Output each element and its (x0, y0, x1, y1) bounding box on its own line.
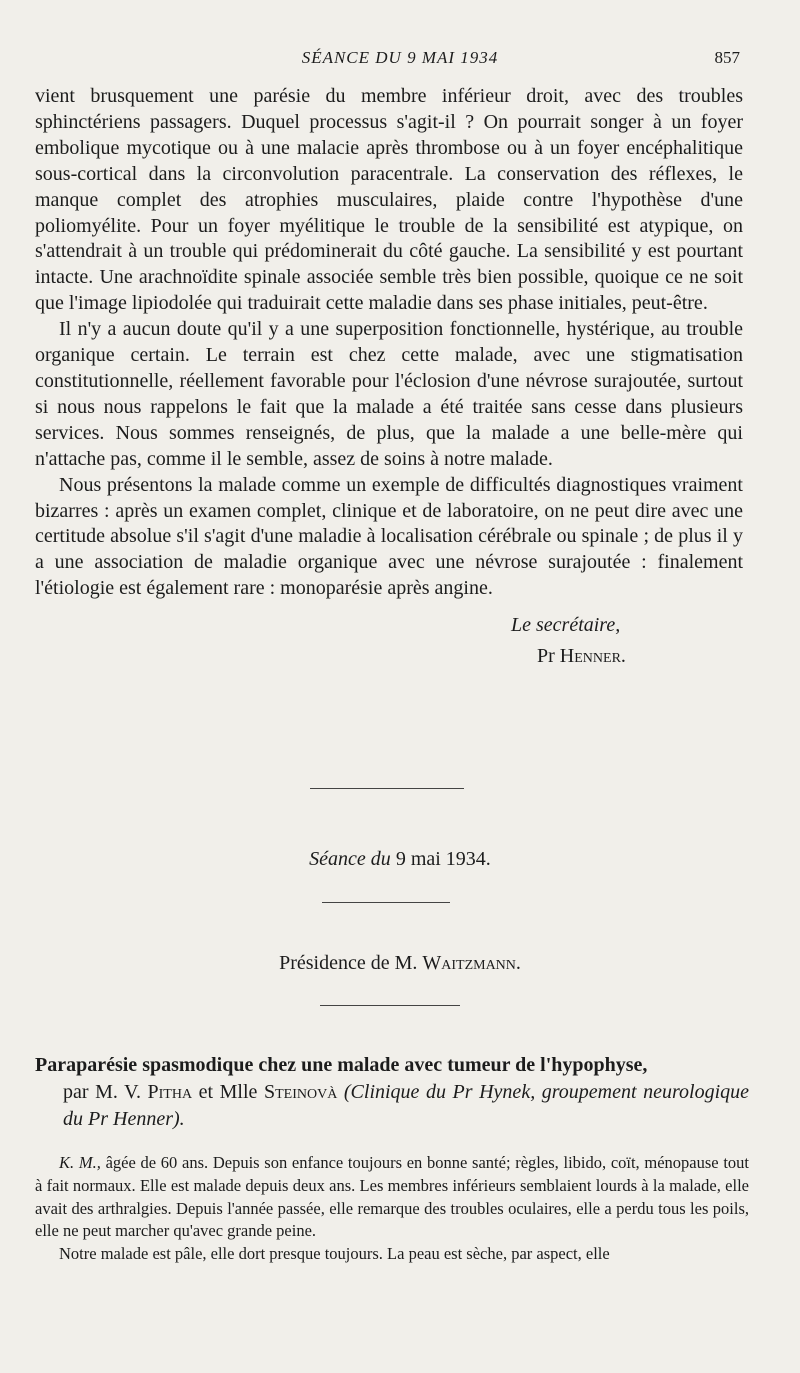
main-text (35, 84, 743, 672)
separator-rule (322, 902, 450, 903)
separator-rule (320, 1005, 460, 1006)
page-number: 857 (714, 48, 740, 67)
session-heading (0, 848, 800, 871)
session-date: 9 mai 1934. (395, 848, 491, 870)
byline-by: par M. V. (63, 1081, 141, 1103)
presidency-line (0, 952, 800, 975)
running-head (0, 48, 800, 72)
signature-name: Henner. (559, 645, 626, 668)
case-paragraph-exam: Notre malade est pâle, elle dort presque toujours. La peau est sèche, par aspect, elle (59, 1244, 610, 1264)
session-label: Séance du (309, 848, 391, 870)
president-name: Waitzmann. (422, 952, 521, 974)
paragraph-diagnosis: vient brusquement une parésie du membre inférieur droit, avec des troubles sphinctériens passagers. Duquel processus s'agit-il ? On pourrait songer à un foyer embolique mycotique ou à une malacie après thrombose ou à un foyer encéphalitique sous-cortical dans la circonvolution paracentrale. La conservation des réflexes, le manque complet des atrophies musculaires, plaide contre l'hypothèse d'une poliomyélite. Pour un foyer myélitique le trouble de la sensibilité est atypique, on s'attendrait à un trouble qui prédominerait du côté gauche. La sensibilité y est pourtant intacte. Une arachnoïdite spinale associée semble très bien possible, quoique ce ne soit que l'image lipiodolée qui traduirait cette maladie dans ses phase initiales, peut-être. (35, 85, 743, 315)
byline-and: et (198, 1081, 214, 1103)
article-heading (35, 1052, 749, 1133)
signature-prefix: Pr (537, 645, 555, 668)
article-title: Paraparésie spasmodique chez une malade avec tumeur de l'hypophyse, (35, 1054, 648, 1076)
case-history-text: âgée de 60 ans. Depuis son enfance toujours en bonne santé; règles, libido, coït, ménopause tout à fait normaux. Elle est malade depuis deux ans. Les membres inférieurs semblaient lourds à la malade, elle avait des arthralgies. Depuis l'année passée, elle remarque des troubles oculaires, elle a perdu tous les poils, elle ne peut marcher qu'avec grande peine. (35, 1153, 750, 1241)
article-byline (35, 1079, 749, 1133)
signature-block (35, 610, 743, 672)
case-paragraph-history (35, 1152, 749, 1243)
signature-role: Le secrétaire, (511, 614, 621, 637)
presidency-label: Présidence de M. (279, 952, 418, 974)
case-report (35, 1152, 749, 1266)
paragraph-hysteria: Il n'y a aucun doute qu'il y a une superposition fonctionnelle, hystérique, au trouble organique certain. Le terrain est chez cette malade, avec une stigmatisation constitutionnelle, réellement favorable pour l'éclosion d'une névrose surajoutée, surtout si nous nous rappelons le fait que la malade a été traitée sans cesse dans plusieurs services. Nous sommes renseignés, de plus, que la malade a une belle-mère qui n'attache pas, comme il le semble, assez de soins à notre malade. (35, 318, 743, 470)
patient-initials: K. M., (59, 1153, 101, 1172)
article-affiliation: (Clinique du Pr Hynek, groupement neurologique du Pr Henner). (63, 1081, 750, 1130)
paragraph-conclusion: Nous présentons la malade comme un exemple de difficultés diagnostiques vraiment bizarres : après un examen complet, clinique et de laboratoire, on ne peut dire avec une certitude absolue s'il s'agit d'une maladie à localisation cérébrale ou spinale ; de plus il y a une association de maladie organique avec une névrose surajoutée : finalement l'étiologie est également rare : monoparésie après angine. (35, 473, 743, 600)
separator-rule (310, 788, 464, 789)
signature-name-line (35, 641, 743, 672)
author-steinova: Steinovà (263, 1081, 338, 1103)
byline-mlle: Mlle (219, 1081, 258, 1103)
running-title: SÉANCE DU 9 MAI 1934 (301, 48, 499, 67)
author-pitha: Pitha (147, 1081, 193, 1103)
